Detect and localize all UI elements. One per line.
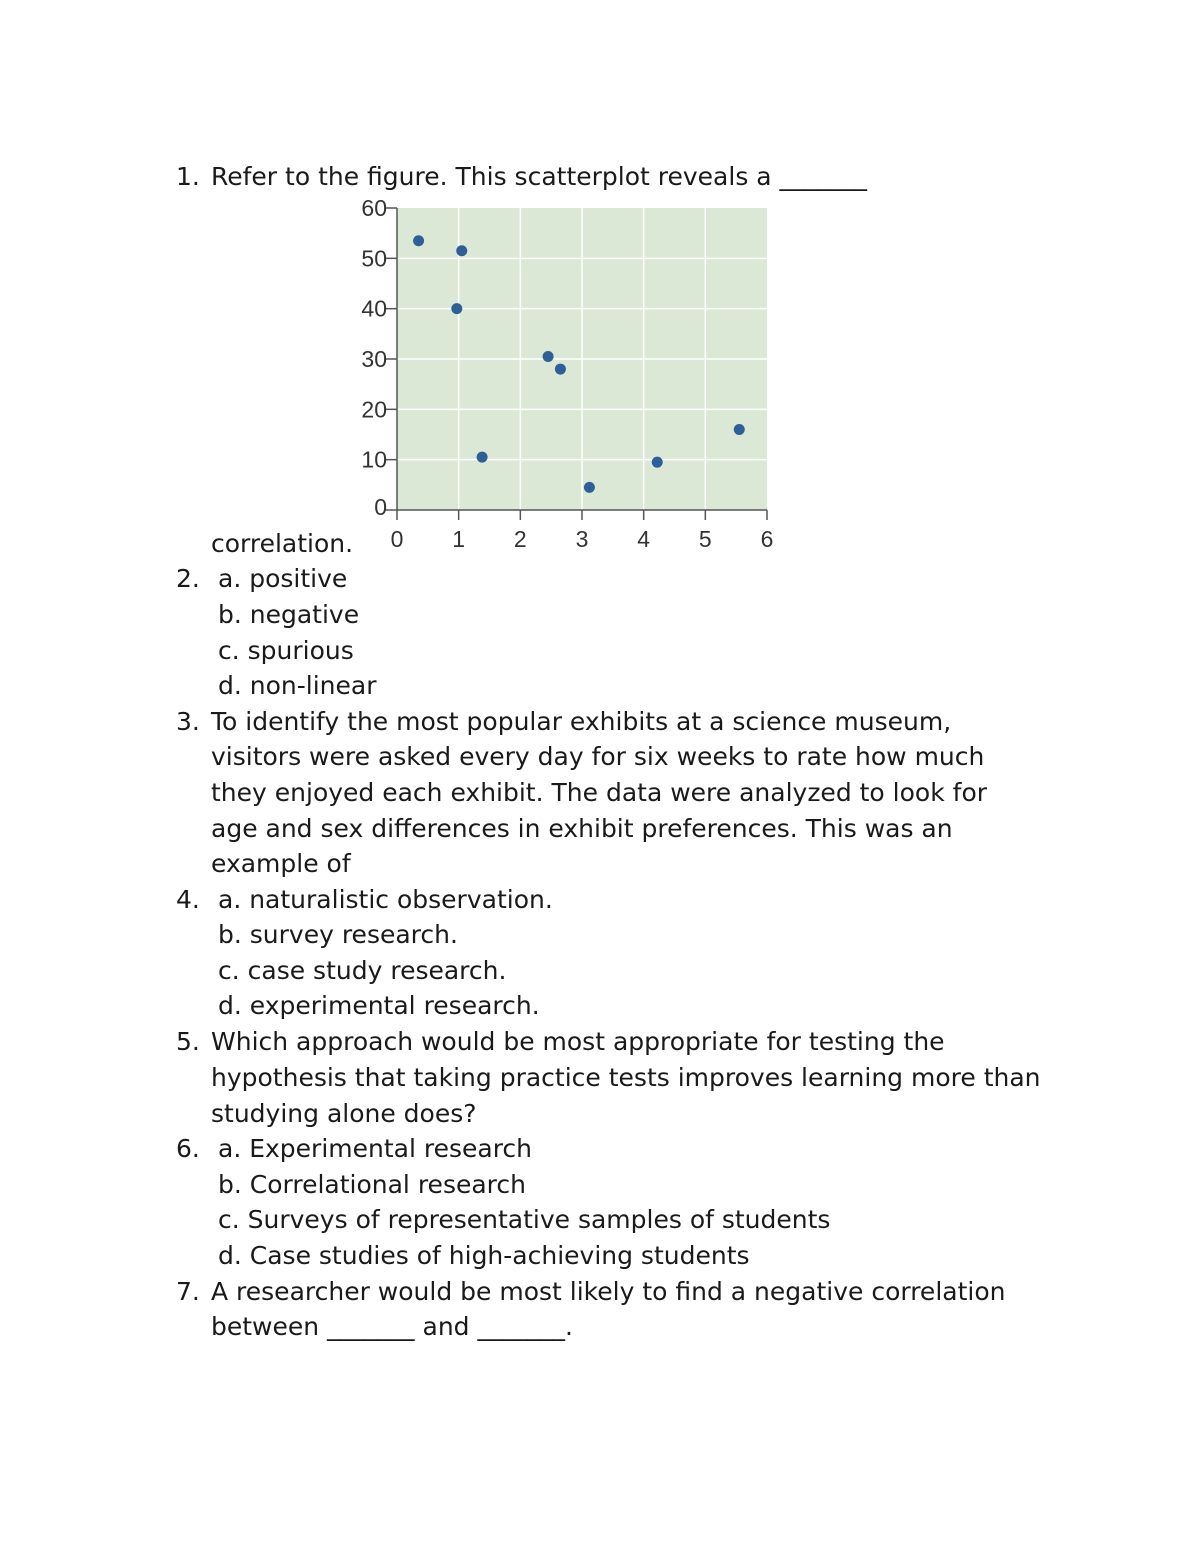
x-tick-label: 6 xyxy=(760,526,774,552)
data-point xyxy=(734,424,745,435)
question-3-line-3: they enjoyed each exhibit. The data were analyzed to look for xyxy=(211,778,988,807)
y-tick-label: 0 xyxy=(374,494,387,520)
question-4-option-b: b. survey research. xyxy=(218,920,458,949)
y-tick-label: 40 xyxy=(361,295,387,322)
y-tick-label: 60 xyxy=(361,195,387,221)
question-4-option-c: c. case study research. xyxy=(218,956,507,985)
question-3-line-4: age and sex differences in exhibit preferences. This was an xyxy=(211,814,953,843)
question-5-line-1: Which approach would be most appropriate for testing the xyxy=(211,1027,945,1056)
question-6-option-d: d. Case studies of high-achieving students xyxy=(218,1241,750,1270)
question-3-line-2: visitors were asked every day for six weeks to rate how much xyxy=(211,742,985,771)
question-1-number: 1. xyxy=(176,162,200,191)
y-tick-label: 10 xyxy=(361,446,387,473)
data-point xyxy=(451,303,462,314)
question-4-number: 4. xyxy=(176,885,200,914)
data-point xyxy=(477,452,488,463)
question-6-option-a: a. Experimental research xyxy=(218,1134,533,1163)
question-4-option-a: a. naturalistic observation. xyxy=(218,885,553,914)
question-3-line-5: example of xyxy=(211,849,351,878)
question-3-number: 3. xyxy=(176,707,200,736)
data-point xyxy=(543,351,554,362)
data-point xyxy=(413,235,424,246)
question-6-option-b: b. Correlational research xyxy=(218,1170,526,1199)
data-point xyxy=(555,364,566,375)
question-1-text-continued: correlation. xyxy=(211,529,354,558)
question-5-line-3: studying alone does? xyxy=(211,1099,477,1128)
y-tick-label: 30 xyxy=(361,346,387,372)
y-tick-label: 50 xyxy=(361,245,387,272)
question-4-option-d: d. experimental research. xyxy=(218,991,540,1020)
x-tick-label: 2 xyxy=(513,526,527,552)
question-6-number: 6. xyxy=(176,1134,200,1163)
x-tick-label: 1 xyxy=(452,526,466,552)
question-6-option-c: c. Surveys of representative samples of students xyxy=(218,1205,831,1234)
question-7-line-1: A researcher would be most likely to find a negative correlation xyxy=(211,1277,1006,1306)
data-point xyxy=(456,245,467,256)
data-point xyxy=(652,457,663,468)
question-5-line-2: hypothesis that taking practice tests improves learning more than xyxy=(211,1063,1041,1092)
question-5-number: 5. xyxy=(176,1027,200,1056)
question-2-option-d: d. non-linear xyxy=(218,671,377,700)
question-3-line-1: To identify the most popular exhibits at a science museum, xyxy=(211,707,952,736)
x-tick-label: 3 xyxy=(575,526,589,552)
question-2-option-b: b. negative xyxy=(218,600,360,629)
question-2-number: 2. xyxy=(176,564,200,593)
x-tick-label: 5 xyxy=(698,526,712,552)
scatterplot-figure xyxy=(340,192,800,562)
scatterplot-svg xyxy=(340,192,800,562)
x-tick-label: 4 xyxy=(637,526,651,552)
question-2-option-a: a. positive xyxy=(218,564,348,593)
question-7-line-2: between _______ and _______. xyxy=(211,1312,573,1341)
x-tick-label: 0 xyxy=(390,526,404,552)
y-tick-label: 20 xyxy=(361,396,387,423)
data-point xyxy=(584,482,595,493)
question-2-option-c: c. spurious xyxy=(218,636,354,665)
question-7-number: 7. xyxy=(176,1277,200,1306)
question-1-text: Refer to the figure. This scatterplot reveals a _______ xyxy=(211,162,868,191)
